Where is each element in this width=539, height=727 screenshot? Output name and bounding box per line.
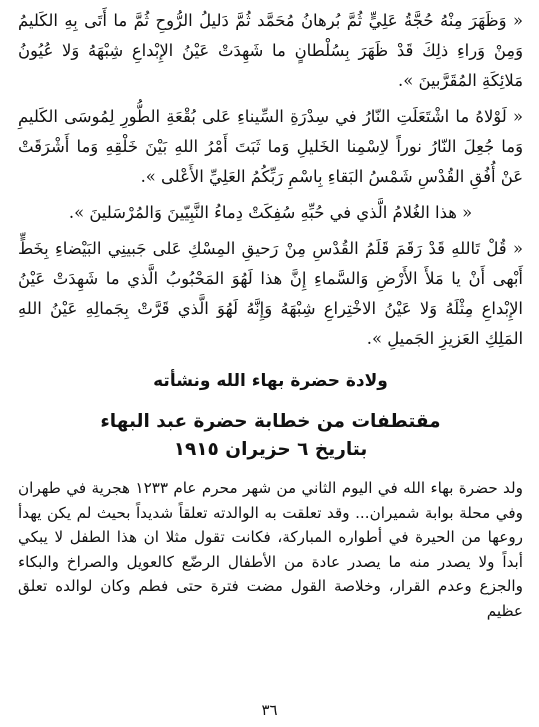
- page-content: [18, 6, 523, 623]
- date-heading: بتاريخ ٦ حزيران ١٩١٥: [173, 439, 368, 460]
- quote-paragraph-4: « قُلْ تَاللهِ قَدْ رَقَمَ قَلَمُ القُدْسِ مِنْ رَحيقِ المِسْكِ عَلى جَبينِي البَيْضاءِ بِخَطٍّ أَبْهى أَنْ يا مَلأَ الأَرْضِ وَالسَّماءِ إِنَّ هذا لَهُوَ المَحْبُوبُ الَّذي ما شَهِدَتْ عَيْنُ الإِبْداعِ مِثْلَهُ وَلا عَيْنُ الاخْتِراعِ شِبْهَهُ وَإِنَّهُ لَهُوَ الَّذي قَرَّتْ بِجَمالِهِ عَيْنُ اللهِ المَلِكِ العَزيزِ الجَميلِ ».: [18, 239, 523, 348]
- body-paragraph: ولد حضرة بهاء الله في اليوم الثاني من شهر محرم عام ١٢٣٣ هجرية في طهران وفي محلة بوابة شميران... وقد تعلقت به الوالدته تعلقاً شديداً بحيث لم يكن يهدأ روعها من الحيرة في أطواره المباركة، فكانت تقول مثلا ان هذا الطفل لا يبكي أبداً ولا يصدر منه ما يصدر عادة من الأطفال الرضّع كالعويل والصراخ والبكاء والجزع وعدم القرار، وخلاصة القول مضت فترة حتى فطم وكان لوالده تعلق عظيم: [18, 479, 523, 620]
- quote-paragraph-3: « هذا الغُلامُ الَّذي في حُبِّهِ سُفِكَتْ دِماءُ النَّبِيّينَ وَالمُرْسَلينَ ».: [68, 203, 473, 222]
- excerpt-heading: مقتطفات من خطابة حضرة عبد البهاء: [100, 411, 441, 432]
- quote-paragraph-1: « وَظَهَرَ مِنْهُ حُجَّةُ عَلِيٍّ ثُمَّ بُرهانُ مُحَمَّد ثُمَّ دَليلُ الرُّوحِ ثُمَّ ما أَتَى بِهِ الكَليمُ وَمِنْ وَراءِ ذلِكَ قَدْ ظَهَرَ بِسُلْطانٍ ما شَهِدَتْ عَيْنُ الإِبْداعِ شِبْهَهُ وَلا عُيُونُ مَلائِكَةِ المُقَرَّبينَ ».: [18, 11, 523, 90]
- section-heading: ولادة حضرة بهاء الله ونشأته: [153, 371, 388, 391]
- quote-paragraph-2: « لَوْلاهُ ما اشْتَعَلَتِ النّارُ في سِدْرَةِ السِّيناءِ عَلى بُقْعَةِ الطُّورِ لِمُوسَى الكَليمِ وَما جُعِلَ النّارُ نوراً لاِسْمِنا الخَليلِ وَما ثَبَتَ أَمْرُ اللهِ بَيْنَ خَلْقِهِ وَما أَشْرَقَتْ عَنْ أُفُقِ القُدْسِ شَمْسُ البَقاءِ بِاسْمِ رَبِّكُمُ العَلِيِّ الأَعْلى ».: [18, 107, 523, 186]
- page-number: ٣٦: [261, 701, 278, 719]
